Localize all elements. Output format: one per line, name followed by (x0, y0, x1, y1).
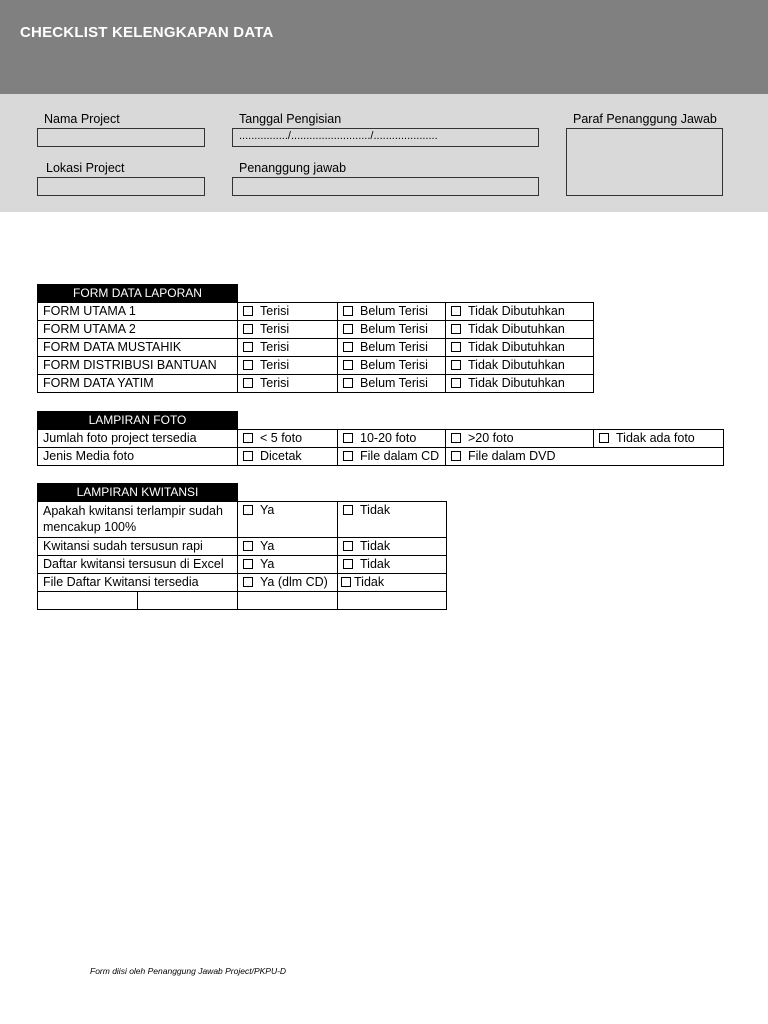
option-label: >20 foto (468, 431, 514, 445)
option-cell[interactable] (238, 502, 338, 538)
row-label: Daftar kwitansi tersusun di Excel (38, 556, 238, 574)
option-cell[interactable] (338, 303, 446, 321)
empty-cell[interactable] (238, 592, 338, 610)
table-row (38, 574, 447, 592)
row-label: FORM UTAMA 2 (38, 321, 238, 339)
lampiran-foto-table (37, 429, 724, 466)
checkbox[interactable] (243, 360, 253, 370)
option-cell[interactable] (238, 339, 338, 357)
option-cell[interactable] (338, 556, 447, 574)
option-label: Terisi (260, 322, 290, 336)
tanggal-placeholder: ................/........................../..................... (239, 130, 438, 142)
row-label: File Daftar Kwitansi tersedia (38, 574, 238, 592)
page-title: CHECKLIST KELENGKAPAN DATA (20, 24, 274, 41)
checkbox[interactable] (243, 433, 253, 443)
lokasi-project-field[interactable] (37, 177, 205, 196)
option-cell[interactable] (338, 538, 447, 556)
checkbox[interactable] (343, 360, 353, 370)
option-cell[interactable] (238, 375, 338, 393)
footer-note: Form diisi oleh Penanggung Jawab Project/PKPU-D (90, 966, 287, 976)
option-label: Tidak ada foto (616, 431, 695, 445)
checkbox[interactable] (343, 541, 353, 551)
option-cell[interactable] (238, 448, 338, 466)
option-label: File dalam CD (360, 449, 440, 463)
checkbox[interactable] (599, 433, 609, 443)
row-label: Apakah kwitansi terlampir sudah mencakup 100% (38, 502, 238, 538)
option-cell[interactable] (338, 321, 446, 339)
checkbox[interactable] (243, 378, 253, 388)
option-cell[interactable] (338, 339, 446, 357)
option-label: Tidak (360, 539, 391, 553)
row-label: Jumlah foto project tersedia (38, 430, 238, 448)
checkbox[interactable] (343, 378, 353, 388)
option-label: Terisi (260, 340, 290, 354)
title-band (0, 0, 768, 94)
checkbox[interactable] (451, 360, 461, 370)
option-label: Tidak (360, 557, 391, 571)
option-label: Ya (dlm CD) (260, 575, 328, 589)
option-cell[interactable] (238, 556, 338, 574)
checkbox[interactable] (243, 541, 253, 551)
table-row (38, 357, 594, 375)
option-label: Tidak Dibutuhkan (468, 304, 565, 318)
checkbox[interactable] (341, 577, 351, 587)
checkbox[interactable] (243, 324, 253, 334)
option-cell[interactable] (338, 430, 446, 448)
option-label: Belum Terisi (360, 340, 428, 354)
option-cell[interactable] (238, 303, 338, 321)
option-cell[interactable] (446, 448, 724, 466)
option-cell[interactable] (446, 375, 594, 393)
checkbox[interactable] (243, 306, 253, 316)
checkbox[interactable] (243, 505, 253, 515)
checkbox[interactable] (343, 559, 353, 569)
checkbox[interactable] (451, 378, 461, 388)
option-label: Terisi (260, 376, 290, 390)
section-heading-lampiran-foto: LAMPIRAN FOTO (37, 411, 238, 429)
penanggung-jawab-label: Penanggung jawab (239, 161, 347, 175)
option-label: Terisi (260, 358, 290, 372)
tanggal-pengisian-field[interactable] (232, 128, 539, 147)
option-cell[interactable] (238, 321, 338, 339)
empty-cell[interactable] (38, 592, 138, 610)
checkbox[interactable] (343, 324, 353, 334)
row-label: Kwitansi sudah tersusun rapi (38, 538, 238, 556)
checkbox[interactable] (343, 433, 353, 443)
lampiran-kwitansi-table (37, 501, 447, 610)
option-label: Belum Terisi (360, 358, 428, 372)
paraf-label: Paraf Penanggung Jawab (573, 112, 717, 126)
option-label: Tidak (360, 503, 391, 517)
table-row (38, 375, 594, 393)
option-cell[interactable] (446, 303, 594, 321)
paraf-field[interactable] (566, 128, 723, 196)
option-cell[interactable] (338, 448, 446, 466)
option-label: Ya (260, 503, 275, 517)
option-label: 10-20 foto (360, 431, 417, 445)
option-cell[interactable] (238, 574, 338, 592)
table-row (38, 430, 724, 448)
checkbox[interactable] (451, 451, 461, 461)
option-label: Ya (260, 557, 275, 571)
row-label: FORM DATA YATIM (38, 375, 238, 393)
option-cell[interactable] (238, 357, 338, 375)
option-label: Belum Terisi (360, 304, 428, 318)
form-data-laporan-table (37, 302, 594, 393)
option-label: Tidak Dibutuhkan (468, 376, 565, 390)
nama-project-field[interactable] (37, 128, 205, 147)
lokasi-project-label: Lokasi Project (46, 161, 125, 175)
option-cell[interactable] (446, 339, 594, 357)
table-row (38, 321, 594, 339)
empty-cell[interactable] (338, 592, 447, 610)
checkbox[interactable] (343, 342, 353, 352)
penanggung-jawab-field[interactable] (232, 177, 539, 196)
table-row (38, 538, 447, 556)
option-cell[interactable] (446, 430, 594, 448)
table-row-empty (38, 592, 447, 610)
row-label: FORM DISTRIBUSI BANTUAN (38, 357, 238, 375)
checkbox[interactable] (451, 306, 461, 316)
option-label: Belum Terisi (360, 322, 428, 336)
checkbox[interactable] (343, 451, 353, 461)
option-label: Tidak (354, 575, 385, 589)
option-label: Terisi (260, 304, 290, 318)
table-row (38, 502, 447, 538)
section-heading-form-data-laporan: FORM DATA LAPORAN (37, 284, 238, 302)
row-label: Jenis Media foto (38, 448, 238, 466)
checkbox[interactable] (243, 342, 253, 352)
option-label: Tidak Dibutuhkan (468, 322, 565, 336)
option-label: Belum Terisi (360, 376, 428, 390)
option-cell[interactable] (238, 538, 338, 556)
checkbox[interactable] (243, 577, 253, 587)
option-cell[interactable] (338, 502, 447, 538)
option-cell[interactable] (446, 357, 594, 375)
option-cell[interactable] (238, 430, 338, 448)
option-cell[interactable] (446, 321, 594, 339)
checkbox[interactable] (451, 324, 461, 334)
table-row (38, 339, 594, 357)
table-row (38, 448, 724, 466)
empty-cell[interactable] (138, 592, 238, 610)
option-cell[interactable] (594, 430, 724, 448)
option-label: Dicetak (260, 449, 302, 463)
row-label: FORM DATA MUSTAHIK (38, 339, 238, 357)
checkbox[interactable] (343, 505, 353, 515)
row-label: FORM UTAMA 1 (38, 303, 238, 321)
tanggal-pengisian-label: Tanggal Pengisian (239, 112, 342, 126)
option-cell[interactable] (338, 375, 446, 393)
option-label: Tidak Dibutuhkan (468, 340, 565, 354)
option-cell[interactable] (338, 357, 446, 375)
section-heading-lampiran-kwitansi: LAMPIRAN KWITANSI (37, 483, 238, 501)
option-label: Ya (260, 539, 275, 553)
option-label: < 5 foto (260, 431, 303, 445)
checkbox[interactable] (243, 559, 253, 569)
option-cell[interactable] (338, 574, 447, 592)
checkbox[interactable] (243, 451, 253, 461)
checkbox[interactable] (451, 342, 461, 352)
table-row (38, 556, 447, 574)
nama-project-label: Nama Project (44, 112, 120, 126)
option-label: Tidak Dibutuhkan (468, 358, 565, 372)
table-row (38, 303, 594, 321)
checkbox[interactable] (343, 306, 353, 316)
checkbox[interactable] (451, 433, 461, 443)
option-label: File dalam DVD (468, 449, 556, 463)
